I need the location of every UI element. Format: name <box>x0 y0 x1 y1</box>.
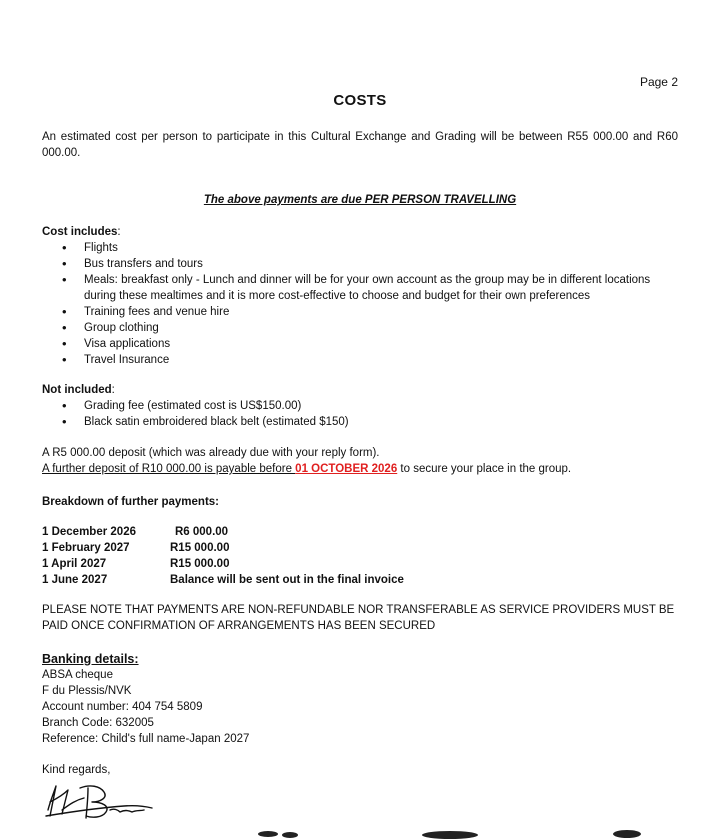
not-included-colon: : <box>111 384 115 396</box>
list-item: • Group clothing <box>42 320 682 336</box>
deposit-line-2 <box>42 461 571 477</box>
list-item: • Travel Insurance <box>42 352 682 368</box>
list-item: • Bus transfers and tours <box>42 256 682 272</box>
signature-image <box>40 780 170 822</box>
deposit-rest-text: to secure your place in the group. <box>397 463 572 475</box>
schedule-amount: Balance will be sent out in the final invoice <box>170 574 404 586</box>
list-item: • Visa applications <box>42 336 682 352</box>
cost-includes-label: Cost includes <box>42 226 118 238</box>
schedule-row <box>42 540 475 556</box>
banking-details <box>42 667 249 747</box>
closing-text: Kind regards, <box>42 764 111 776</box>
schedule-row <box>42 572 475 588</box>
list-item: • Meals: breakfast only - Lunch and dinner will be for your own account as the group may be in different locations during these mealtimes and it is more cost-effective to choose and budget for their own preferences <box>42 272 682 304</box>
banking-heading: Banking details: <box>42 652 139 666</box>
banking-line: Account number: 404 754 5809 <box>42 701 203 713</box>
deposit-underlined-text: A further deposit of R10 000.00 is payable before <box>42 463 296 475</box>
banking-line: Branch Code: 632005 <box>42 717 154 729</box>
intro-paragraph: An estimated cost per person to participate in this Cultural Exchange and Grading will be between R55 000.00 and R60 000.00. <box>42 131 678 159</box>
schedule-date: 1 February 2027 <box>42 542 130 554</box>
schedule-amount: R6 000.00 <box>175 526 229 538</box>
banking-line: F du Plessis/NVK <box>42 685 132 697</box>
cost-includes-section <box>42 224 682 368</box>
not-included-label: Not included <box>42 384 112 396</box>
schedule-row <box>42 524 475 540</box>
banking-line: ABSA cheque <box>42 669 113 681</box>
cost-includes-list <box>42 240 682 368</box>
list-item: • Flights <box>42 240 682 256</box>
not-included-section <box>42 382 682 430</box>
list-item: • Black satin embroidered black belt (estimated $150) <box>42 414 682 430</box>
deposit-due-date: 01 OCTOBER 2026 <box>295 463 398 475</box>
page-title: COSTS <box>333 92 387 109</box>
cut-off-content-marks <box>0 822 720 840</box>
refund-note: PLEASE NOTE THAT PAYMENTS ARE NON-REFUNDABLE NOR TRANSFERABLE AS SERVICE PROVIDERS MUST BE PAID ONCE CONFIRMATION OF ARRANGEMENTS HAS BEEN SECURED <box>42 604 675 632</box>
schedule-date: 1 April 2027 <box>42 558 107 570</box>
schedule-row <box>42 556 475 572</box>
schedule-date: 1 December 2026 <box>42 526 136 538</box>
cost-includes-heading <box>42 224 682 240</box>
schedule-amount: R15 000.00 <box>170 542 230 554</box>
payment-schedule <box>42 524 475 588</box>
list-item: • Grading fee (estimated cost is US$150.00) <box>42 398 682 414</box>
page-number: Page 2 <box>639 75 678 89</box>
banking-line: Reference: Child's full name-Japan 2027 <box>42 733 250 745</box>
breakdown-heading: Breakdown of further payments: <box>42 496 219 508</box>
not-included-list <box>42 398 682 430</box>
not-included-heading <box>42 382 682 398</box>
list-item: • Training fees and venue hire <box>42 304 682 320</box>
deposit-line-1: A R5 000.00 deposit (which was already due with your reply form). <box>42 447 380 459</box>
schedule-amount: R15 000.00 <box>170 558 230 570</box>
schedule-date: 1 June 2027 <box>42 574 108 586</box>
cost-includes-colon: : <box>117 226 121 238</box>
payments-note: The above payments are due PER PERSON TRAVELLING <box>203 194 517 206</box>
